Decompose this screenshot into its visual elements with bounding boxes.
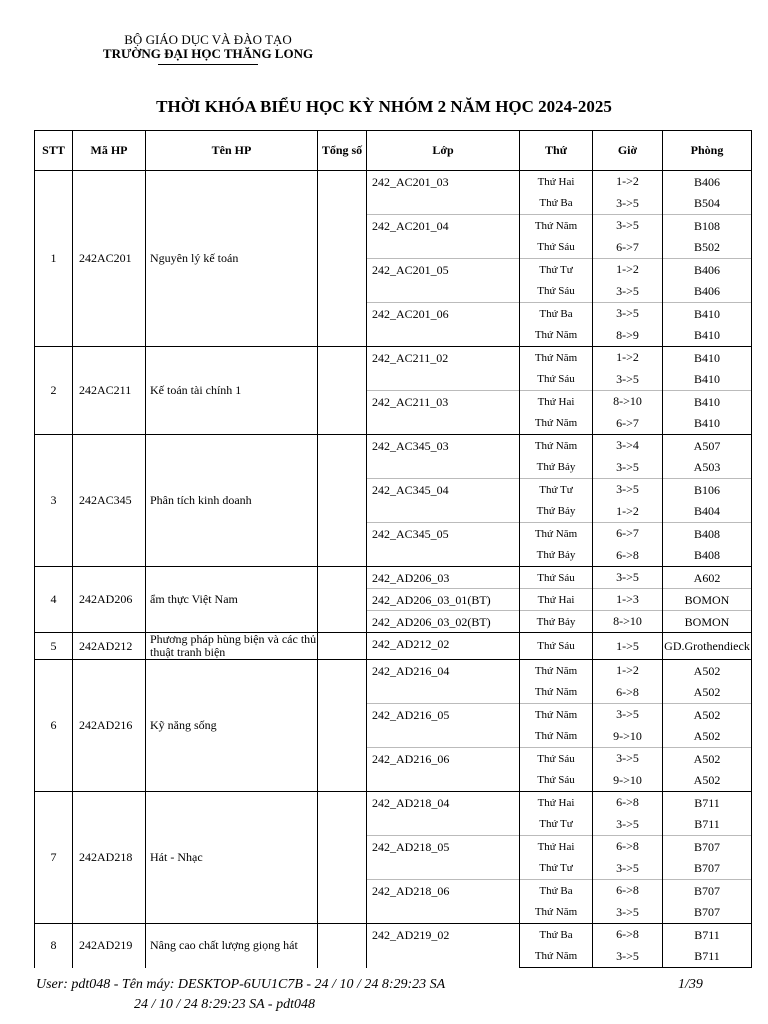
session-time: 3->5 (593, 567, 663, 589)
session-day: Thứ Tư (520, 259, 593, 281)
session-day: Thứ Sáu (520, 567, 593, 589)
course-stt: 2 (35, 347, 73, 435)
course-stt: 5 (35, 633, 73, 660)
session-room: B406 (663, 281, 752, 303)
session-time: 6->8 (593, 836, 663, 858)
class-name: 242_AD206_03_02(BT) (367, 611, 520, 633)
session-day: Thứ Sáu (520, 633, 593, 660)
session-room: B504 (663, 193, 752, 215)
session-time: 1->3 (593, 589, 663, 611)
session-room: B410 (663, 347, 752, 369)
session-day: Thứ Năm (520, 215, 593, 237)
session-time: 1->2 (593, 660, 663, 682)
col-header-class: Lớp (367, 131, 520, 171)
session-room: B410 (663, 413, 752, 435)
class-name: 242_AC201_06 (367, 303, 520, 347)
session-time: 3->5 (593, 814, 663, 836)
session-room: A502 (663, 682, 752, 704)
session-room: B404 (663, 501, 752, 523)
course-stt: 8 (35, 924, 73, 968)
session-time: 1->5 (593, 633, 663, 660)
session-time: 9->10 (593, 770, 663, 792)
session-time: 3->5 (593, 303, 663, 325)
col-header-time: Giờ (593, 131, 663, 171)
course-stt: 4 (35, 567, 73, 633)
session-day: Thứ Năm (520, 902, 593, 924)
course-code: 242AD219 (73, 924, 146, 968)
session-room: B410 (663, 391, 752, 413)
session-room: A507 (663, 435, 752, 457)
session-day: Thứ Năm (520, 413, 593, 435)
session-room: B707 (663, 836, 752, 858)
session-day: Thứ Hai (520, 171, 593, 193)
course-name: Phân tích kinh doanh (146, 435, 318, 567)
table-row (35, 435, 752, 457)
course-code: 242AC201 (73, 171, 146, 347)
course-code: 242AC345 (73, 435, 146, 567)
table-row (35, 924, 752, 946)
session-day: Thứ Năm (520, 660, 593, 682)
session-room: B408 (663, 523, 752, 545)
session-day: Thứ Ba (520, 303, 593, 325)
col-header-day: Thứ (520, 131, 593, 171)
session-time: 1->2 (593, 501, 663, 523)
session-room: B406 (663, 171, 752, 193)
session-time: 9->10 (593, 726, 663, 748)
class-name: 242_AD206_03_01(BT) (367, 589, 520, 611)
session-day: Thứ Năm (520, 435, 593, 457)
session-day: Thứ Năm (520, 946, 593, 968)
session-day: Thứ Bảy (520, 611, 593, 633)
session-time: 3->5 (593, 748, 663, 770)
class-name: 242_AD218_04 (367, 792, 520, 836)
session-room: B711 (663, 792, 752, 814)
session-time: 3->5 (593, 193, 663, 215)
session-room: A602 (663, 567, 752, 589)
course-stt: 6 (35, 660, 73, 792)
col-header-room: Phòng (663, 131, 752, 171)
session-time: 1->2 (593, 347, 663, 369)
class-name: 242_AC201_04 (367, 215, 520, 259)
session-day: Thứ Sáu (520, 770, 593, 792)
course-code: 242AD218 (73, 792, 146, 924)
class-name: 242_AD216_06 (367, 748, 520, 792)
class-name: 242_AC201_05 (367, 259, 520, 303)
class-name: 242_AD219_02 (367, 924, 520, 968)
session-room: B108 (663, 215, 752, 237)
table-row (35, 792, 752, 814)
course-name: Nguyên lý kế toán (146, 171, 318, 347)
class-name: 242_AD206_03 (367, 567, 520, 589)
col-header-stt: STT (35, 131, 73, 171)
course-total (318, 435, 367, 567)
session-time: 3->5 (593, 858, 663, 880)
session-day: Thứ Năm (520, 523, 593, 545)
session-day: Thứ Sáu (520, 237, 593, 259)
col-header-total: Tổng số (318, 131, 367, 171)
timetable (34, 130, 752, 968)
timetable-body (35, 171, 752, 968)
course-total (318, 171, 367, 347)
table-row (35, 660, 752, 682)
table-row (35, 567, 752, 589)
class-name: 242_AC345_04 (367, 479, 520, 523)
class-name: 242_AD216_04 (367, 660, 520, 704)
session-day: Thứ Ba (520, 193, 593, 215)
session-room: B106 (663, 479, 752, 501)
class-name: 242_AC201_03 (367, 171, 520, 215)
course-total (318, 924, 367, 968)
course-total (318, 660, 367, 792)
session-day: Thứ Sáu (520, 369, 593, 391)
session-room: BOMON (663, 611, 752, 633)
course-total (318, 792, 367, 924)
session-day: Thứ Năm (520, 347, 593, 369)
session-day: Thứ Năm (520, 325, 593, 347)
session-time: 6->7 (593, 523, 663, 545)
course-total (318, 633, 367, 660)
course-code: 242AD216 (73, 660, 146, 792)
session-room: B406 (663, 259, 752, 281)
course-name: Nâng cao chất lượng giọng hát (146, 924, 318, 968)
course-total (318, 567, 367, 633)
course-name: Kỹ năng sống (146, 660, 318, 792)
session-time: 6->7 (593, 237, 663, 259)
session-room: A502 (663, 660, 752, 682)
session-room: B408 (663, 545, 752, 567)
session-day: Thứ Năm (520, 682, 593, 704)
session-time: 6->8 (593, 682, 663, 704)
course-name: Phương pháp hùng biện và các thủ thuật tranh biện (146, 633, 318, 660)
page-title: THỜI KHÓA BIỂU HỌC KỲ NHÓM 2 NĂM HỌC 2024-2025 (156, 97, 612, 116)
session-room: B707 (663, 858, 752, 880)
session-time: 3->4 (593, 435, 663, 457)
session-day: Thứ Hai (520, 792, 593, 814)
session-room: B502 (663, 237, 752, 259)
class-name: 242_AC345_03 (367, 435, 520, 479)
table-row (35, 633, 752, 660)
course-code: 242AC211 (73, 347, 146, 435)
session-day: Thứ Năm (520, 726, 593, 748)
session-room: A502 (663, 748, 752, 770)
session-room: A503 (663, 457, 752, 479)
institution-header (88, 33, 328, 65)
session-time: 3->5 (593, 946, 663, 968)
session-time: 3->5 (593, 479, 663, 501)
session-time: 3->5 (593, 902, 663, 924)
session-time: 8->10 (593, 391, 663, 413)
col-header-code: Mã HP (73, 131, 146, 171)
course-name: ẩm thực Việt Nam (146, 567, 318, 633)
session-day: Thứ Bảy (520, 501, 593, 523)
session-time: 3->5 (593, 369, 663, 391)
session-time: 8->9 (593, 325, 663, 347)
session-day: Thứ Hai (520, 391, 593, 413)
table-row (35, 347, 752, 369)
session-room: GD.Grothendieck (663, 633, 752, 660)
ministry-name: BỘ GIÁO DỤC VÀ ĐÀO TẠO (124, 32, 292, 47)
header-underline (158, 64, 258, 65)
session-room: A502 (663, 726, 752, 748)
course-name: Hát - Nhạc (146, 792, 318, 924)
session-time: 6->8 (593, 792, 663, 814)
class-name: 242_AD216_05 (367, 704, 520, 748)
session-time: 6->7 (593, 413, 663, 435)
session-day: Thứ Tư (520, 479, 593, 501)
session-room: B410 (663, 325, 752, 347)
session-time: 3->5 (593, 281, 663, 303)
session-time: 3->5 (593, 457, 663, 479)
class-name: 242_AC211_03 (367, 391, 520, 435)
class-name: 242_AD218_06 (367, 880, 520, 924)
session-room: B711 (663, 814, 752, 836)
class-name: 242_AD212_02 (367, 633, 520, 660)
session-room: B707 (663, 902, 752, 924)
page-number: 1/39 (678, 977, 703, 992)
session-day: Thứ Bảy (520, 457, 593, 479)
class-name: 242_AC345_05 (367, 523, 520, 567)
course-stt: 7 (35, 792, 73, 924)
table-header-row (35, 131, 752, 171)
session-day: Thứ Sáu (520, 281, 593, 303)
session-room: BOMON (663, 589, 752, 611)
course-stt: 1 (35, 171, 73, 347)
session-room: B711 (663, 924, 752, 946)
session-time: 8->10 (593, 611, 663, 633)
col-header-name: Tên HP (146, 131, 318, 171)
session-time: 6->8 (593, 880, 663, 902)
session-time: 6->8 (593, 924, 663, 946)
course-total (318, 347, 367, 435)
session-day: Thứ Ba (520, 880, 593, 902)
class-name: 242_AC211_02 (367, 347, 520, 391)
footer-user-info: User: pdt048 - Tên máy: DESKTOP-6UU1C7B - 24 / 10 / 24 8:29:23 SA (36, 977, 446, 992)
table-row (35, 171, 752, 193)
session-room: A502 (663, 770, 752, 792)
session-time: 3->5 (593, 215, 663, 237)
session-day: Thứ Hai (520, 836, 593, 858)
course-name: Kế toán tài chính 1 (146, 347, 318, 435)
session-day: Thứ Hai (520, 589, 593, 611)
class-name: 242_AD218_05 (367, 836, 520, 880)
course-code: 242AD206 (73, 567, 146, 633)
session-time: 3->5 (593, 704, 663, 726)
session-day: Thứ Ba (520, 924, 593, 946)
session-day: Thứ Tư (520, 814, 593, 836)
footer-timestamp: 24 / 10 / 24 8:29:23 SA - pdt048 (134, 997, 315, 1012)
session-day: Thứ Năm (520, 704, 593, 726)
session-day: Thứ Sáu (520, 748, 593, 770)
course-code: 242AD212 (73, 633, 146, 660)
session-day: Thứ Bảy (520, 545, 593, 567)
session-room: B410 (663, 303, 752, 325)
session-room: B707 (663, 880, 752, 902)
session-time: 6->8 (593, 545, 663, 567)
session-day: Thứ Tư (520, 858, 593, 880)
session-room: B410 (663, 369, 752, 391)
university-name: TRƯỜNG ĐẠI HỌC THĂNG LONG (102, 46, 314, 61)
session-time: 1->2 (593, 259, 663, 281)
session-time: 1->2 (593, 171, 663, 193)
session-room: B711 (663, 946, 752, 968)
session-room: A502 (663, 704, 752, 726)
course-stt: 3 (35, 435, 73, 567)
